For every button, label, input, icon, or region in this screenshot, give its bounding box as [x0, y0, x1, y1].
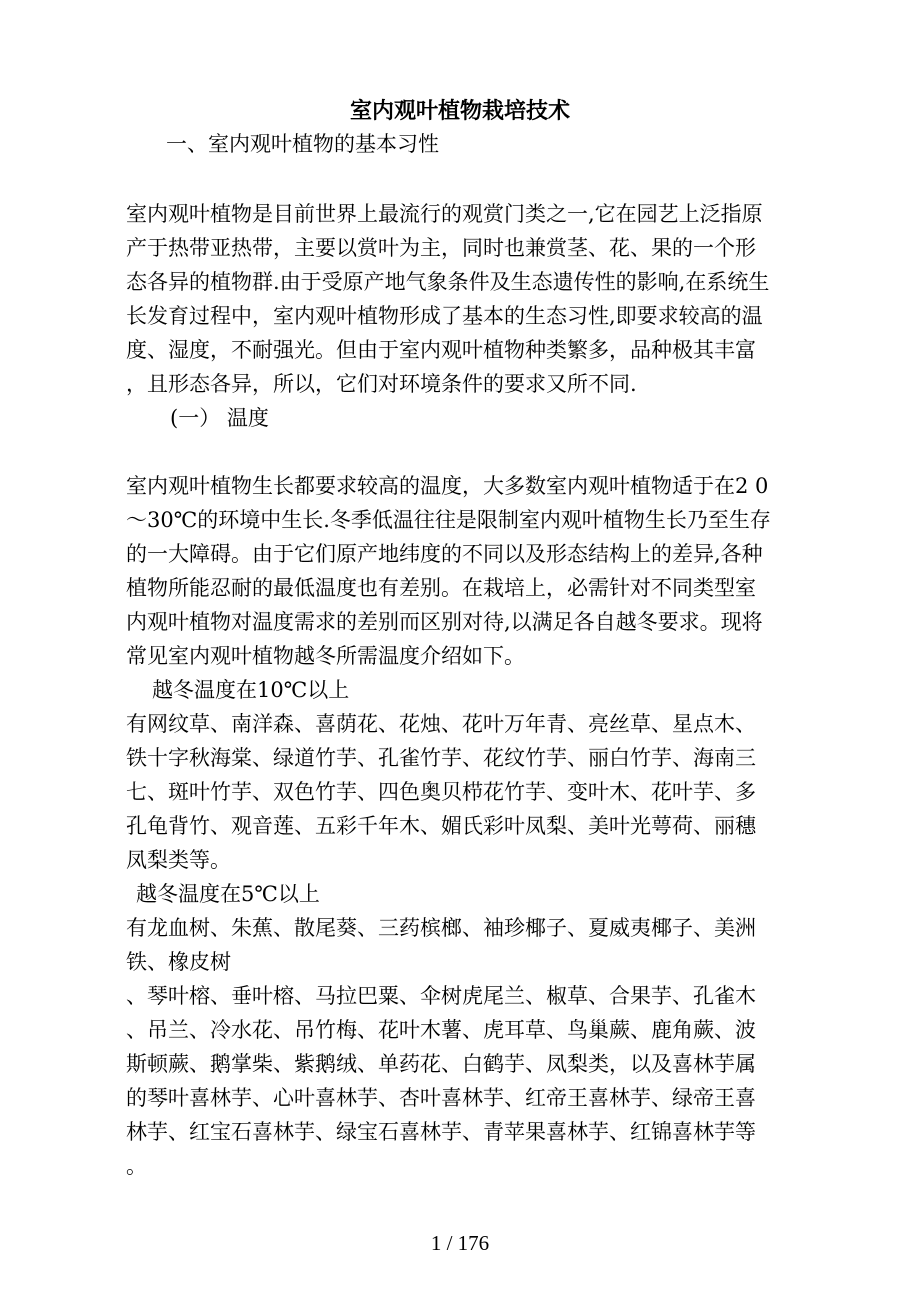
plant-list-line: 的琴叶喜林芋、心叶喜林芋、杏叶喜林芋、红帝王喜林芋、绿帝王喜 — [126, 1086, 756, 1110]
plant-list-line: 凤梨类等。 — [126, 848, 231, 872]
plant-list-line: 七、斑叶竹芋、双色竹芋、四色奥贝栉花竹芋、变叶木、花叶芋、多 — [126, 780, 756, 804]
paragraph-line: 植物所能忍耐的最低温度也有差别。在栽培上，必需针对不同类型室 — [126, 576, 756, 600]
paragraph-line: ～30℃的环境中生长.冬季低温往往是限制室内观叶植物生长乃至生存 — [126, 508, 771, 532]
plant-list-line: 铁十字秋海棠、绿道竹芋、孔雀竹芋、花纹竹芋、丽白竹芋、海南三 — [126, 746, 756, 770]
document-title: 室内观叶植物栽培技术 — [349, 98, 570, 124]
plant-list-line: 铁、橡皮树 — [126, 950, 231, 974]
group-heading: 越冬温度在10℃以上 — [152, 678, 350, 702]
subsection-heading: (一） 温度 — [170, 406, 269, 430]
paragraph-line: 产于热带亚热带，主要以赏叶为主，同时也兼赏茎、花、果的一个形 — [126, 236, 756, 260]
plant-list-line: 有龙血树、朱蕉、散尾葵、三药槟榔、袖珍椰子、夏威夷椰子、美洲 — [126, 916, 756, 940]
plant-list-line: 林芋、红宝石喜林芋、绿宝石喜林芋、青苹果喜林芋、红锦喜林芋等 — [126, 1120, 756, 1144]
page-number: 1 / 176 — [430, 1231, 490, 1255]
paragraph-line: 内观叶植物对温度需求的差别而区别对待,以满足各自越冬要求。现将 — [126, 610, 763, 634]
group-heading: 越冬温度在5℃以上 — [136, 882, 320, 906]
paragraph-line: 室内观叶植物是目前世界上最流行的观赏门类之一,它在园艺上泛指原 — [126, 202, 763, 226]
paragraph-line: 的一大障碍。由于它们原产地纬度的不同以及形态结构上的差异,各种 — [126, 542, 763, 566]
paragraph-line: ，且形态各异，所以，它们对环境条件的要求又所不同. — [126, 372, 637, 396]
plant-list-line: 。 — [126, 1154, 147, 1178]
plant-list-line: 、琴叶榕、垂叶榕、马拉巴粟、伞树虎尾兰、椒草、合果芋、孔雀木 — [126, 984, 756, 1008]
paragraph-line: 度、湿度，不耐强光。但由于室内观叶植物种类繁多，品种极其丰富 — [126, 338, 756, 362]
paragraph-line: 态各异的植物群.由于受原产地气象条件及生态遗传性的影响,在系统生 — [126, 270, 770, 294]
section-heading: 一、室内观叶植物的基本习性 — [166, 132, 439, 156]
paragraph-line: 常见室内观叶植物越冬所需温度介绍如下。 — [126, 644, 525, 668]
plant-list-line: 孔龟背竹、观音莲、五彩千年木、媚氏彩叶凤梨、美叶光萼荷、丽穗 — [126, 814, 756, 838]
plant-list-line: 斯顿蕨、鹅掌柴、紫鹅绒、单药花、白鹤芋、凤梨类，以及喜林芋属 — [126, 1052, 756, 1076]
plant-list-line: 、吊兰、冷水花、吊竹梅、花叶木薯、虎耳草、鸟巢蕨、鹿角蕨、波 — [126, 1018, 756, 1042]
paragraph-line: 长发育过程中，室内观叶植物形成了基本的生态习性,即要求较高的温 — [126, 304, 763, 328]
paragraph-line: 室内观叶植物生长都要求较高的温度，大多数室内观叶植物适于在2 0 — [126, 474, 769, 498]
plant-list-line: 有网纹草、南洋森、喜荫花、花烛、花叶万年青、亮丝草、星点木、 — [126, 712, 756, 736]
